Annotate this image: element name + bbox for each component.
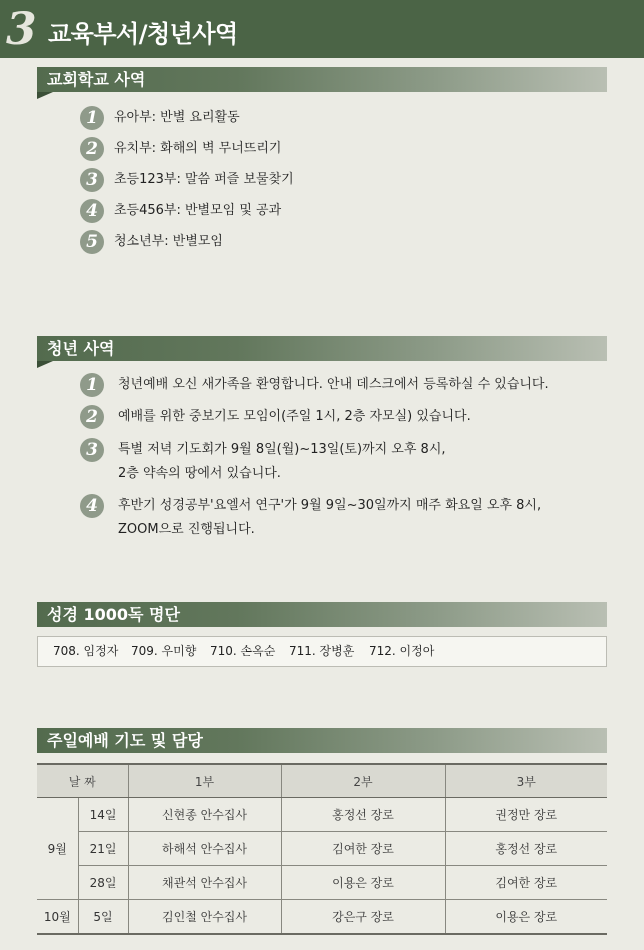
item-text: 예배를 위한 중보기도 모임이(주일 1시, 2층 자모실) 있습니다. — [118, 409, 471, 424]
p2-cell: 홍정선 장로 — [281, 798, 445, 832]
church-school-header — [37, 67, 607, 92]
p3-cell: 이용은 장로 — [445, 900, 607, 935]
church-school-item — [80, 168, 294, 192]
header-flag — [37, 92, 53, 99]
number-badge-1: 1 — [80, 106, 104, 130]
bible-1000-list — [37, 636, 607, 667]
number-badge-3: 3 — [80, 438, 104, 462]
p1-cell: 채관석 안수집사 — [128, 866, 281, 900]
item-text-line1: 후반기 성경공부'요엘서 연구'가 9월 9일~30일까지 매주 화요일 오후 8시, — [118, 498, 542, 513]
item-text: 청년예배 오신 새가족을 환영합니다. 안내 데스크에서 등록하실 수 있습니다. — [118, 377, 549, 392]
month-cell: 9월 — [37, 798, 78, 900]
item-text: 청소년부: 반별모임 — [114, 234, 223, 249]
church-school-item — [80, 106, 240, 130]
header-p3: 3부 — [445, 764, 607, 798]
church-school-title: 교회학교 사역 — [47, 70, 146, 89]
header-p2: 2부 — [281, 764, 445, 798]
sunday-prayer-title: 주일예배 기도 및 담당 — [47, 731, 203, 750]
p3-cell: 홍정선 장로 — [445, 832, 607, 866]
page-title: 교육부서/청년사역 — [48, 20, 238, 48]
item-text-line2: 2층 약속의 땅에서 있습니다. — [118, 466, 281, 481]
bible-entry: 709. 우미향 — [131, 644, 197, 658]
number-badge-2: 2 — [80, 137, 104, 161]
p2-cell: 이용은 장로 — [281, 866, 445, 900]
table-row — [37, 798, 607, 832]
day-cell: 28일 — [78, 866, 128, 900]
youth-item — [80, 438, 446, 486]
p1-cell: 신현종 안수집사 — [128, 798, 281, 832]
sunday-prayer-header — [37, 728, 607, 753]
item-text: 유치부: 화해의 벽 무너뜨리기 — [114, 141, 282, 156]
item-text-line2: ZOOM으로 진행됩니다. — [118, 522, 255, 537]
section-number: 3 — [6, 4, 37, 55]
number-badge-4: 4 — [80, 199, 104, 223]
header-p1: 1부 — [128, 764, 281, 798]
number-badge-4: 4 — [80, 494, 104, 518]
table-row — [37, 866, 607, 900]
p1-cell: 김인철 안수집사 — [128, 900, 281, 935]
table-row — [37, 900, 607, 935]
day-cell: 5일 — [78, 900, 128, 935]
bible-entry: 710. 손옥순 — [210, 644, 276, 658]
table-row — [37, 832, 607, 866]
p2-cell: 김여한 장로 — [281, 832, 445, 866]
day-cell: 14일 — [78, 798, 128, 832]
item-text-line1: 특별 저녁 기도회가 9월 8일(월)~13일(토)까지 오후 8시, — [118, 442, 446, 457]
prayer-schedule-table — [37, 763, 607, 935]
number-badge-3: 3 — [80, 168, 104, 192]
youth-title: 청년 사역 — [47, 339, 115, 358]
header-flag — [37, 361, 53, 368]
bible-1000-title: 성경 1000독 명단 — [47, 605, 180, 624]
p1-cell: 하해석 안수집사 — [128, 832, 281, 866]
bible-1000-header — [37, 602, 607, 627]
number-badge-1: 1 — [80, 373, 104, 397]
number-badge-5: 5 — [80, 230, 104, 254]
month-cell: 10월 — [37, 900, 78, 935]
church-school-item — [80, 230, 223, 254]
youth-item — [80, 494, 541, 542]
bible-entry: 712. 이정아 — [369, 644, 435, 658]
church-school-item — [80, 199, 281, 223]
header-date: 날 짜 — [37, 764, 128, 798]
bible-entry: 708. 임정자 — [53, 644, 119, 658]
item-text: 유아부: 반별 요리활동 — [114, 110, 240, 125]
item-text: 초등123부: 말씀 퍼즐 보물찾기 — [114, 172, 294, 187]
youth-header — [37, 336, 607, 361]
item-text: 초등456부: 반별모임 및 공과 — [114, 203, 282, 218]
p3-cell: 김여한 장로 — [445, 866, 607, 900]
number-badge-2: 2 — [80, 405, 104, 429]
p2-cell: 강은구 장로 — [281, 900, 445, 935]
youth-item — [80, 373, 549, 397]
p3-cell: 권정만 장로 — [445, 798, 607, 832]
table-header-row — [37, 764, 607, 798]
church-school-item — [80, 137, 281, 161]
youth-item — [80, 405, 471, 429]
day-cell: 21일 — [78, 832, 128, 866]
bible-entry: 711. 장병훈 — [289, 644, 355, 658]
top-banner — [0, 0, 644, 58]
